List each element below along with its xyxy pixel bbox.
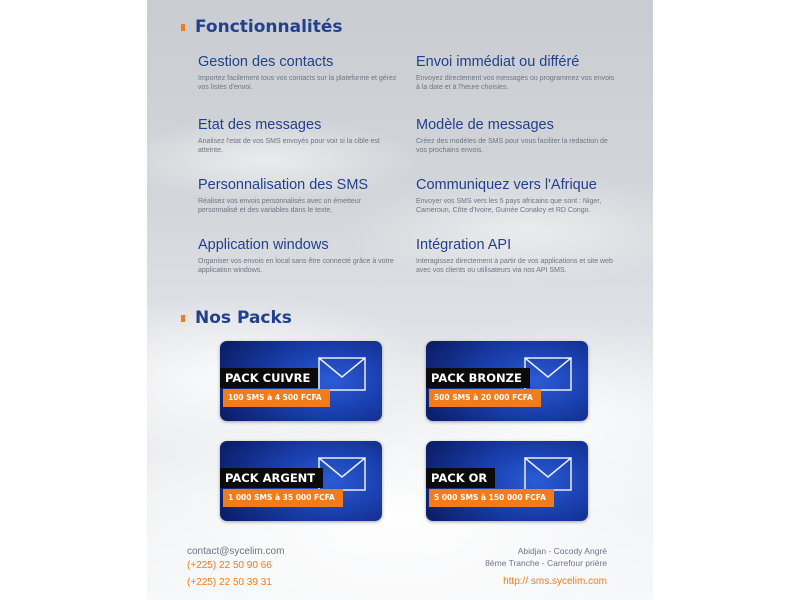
feature-description: Réalisez vos envois personnalisés avec un émetteur personnalisé et des variables dans le texte. bbox=[198, 198, 362, 214]
feature-title: Etat des messages bbox=[198, 117, 322, 133]
feature-description: Envoyez directement vos messages ou programmez vos envois à la date et à l'heure choisies. bbox=[416, 75, 615, 91]
feature-description: Interagissez directement à partir de vos applications et site web avec vos clients ou utilisateurs via nos API SMS. bbox=[416, 258, 613, 274]
pack-card-or[interactable] bbox=[426, 441, 588, 521]
feature-envoi bbox=[416, 54, 616, 92]
section-bullet-icon bbox=[181, 315, 185, 322]
envelope-icon bbox=[524, 457, 572, 491]
envelope-icon bbox=[318, 357, 366, 391]
feature-title: Intégration API bbox=[416, 237, 512, 253]
address-line-1: Abidjan - Cocody Angré bbox=[517, 546, 607, 556]
feature-title: Gestion des contacts bbox=[198, 54, 334, 70]
pack-price: 5 000 SMS à 150 000 FCFA bbox=[429, 489, 554, 507]
envelope-icon bbox=[318, 457, 366, 491]
pack-card-argent[interactable] bbox=[220, 441, 382, 521]
pack-price: 1 000 SMS à 35 000 FCFA bbox=[223, 489, 343, 507]
feature-etat bbox=[198, 117, 398, 155]
section-bullet-icon bbox=[181, 24, 185, 31]
feature-title: Communiquez vers l'Afrique bbox=[416, 177, 597, 193]
pack-card-bronze[interactable] bbox=[426, 341, 588, 421]
contact-phone-2[interactable]: (+225) 22 50 39 31 bbox=[187, 577, 272, 588]
feature-personnalisation bbox=[198, 177, 398, 215]
brochure-page bbox=[147, 0, 653, 600]
feature-description: Organiser vos envois en local sans être connecté grâce à votre application windows. bbox=[198, 258, 394, 274]
features-section-title bbox=[181, 17, 343, 37]
pack-price: 100 SMS à 4 500 FCFA bbox=[223, 389, 330, 407]
address-line-2: 8ème Tranche - Carrefour prière bbox=[485, 558, 607, 568]
feature-description: Analisez l'etat de vos SMS envoyés pour voir si la cible est atteinte. bbox=[198, 138, 380, 154]
pack-name: PACK ARGENT bbox=[220, 468, 323, 488]
feature-description: Créez des modèles de SMS pour vous faciliter la redaction de vos prochains envois. bbox=[416, 138, 608, 154]
features-heading: Fonctionnalités bbox=[195, 17, 343, 37]
pack-card-cuivre[interactable] bbox=[220, 341, 382, 421]
contact-email[interactable]: contact@sycelim.com bbox=[187, 546, 285, 557]
pack-price: 500 SMS à 20 000 FCFA bbox=[429, 389, 541, 407]
feature-title: Application windows bbox=[198, 237, 329, 253]
pack-name: PACK BRONZE bbox=[426, 368, 530, 388]
feature-windows bbox=[198, 237, 398, 275]
feature-contacts bbox=[198, 54, 398, 92]
feature-api bbox=[416, 237, 616, 275]
contact-phone-1[interactable]: (+225) 22 50 90 66 bbox=[187, 560, 272, 571]
feature-description: Importez facilement tous vos contacts sur la plateforme et gérez vos listes d'envoi. bbox=[198, 75, 397, 91]
feature-title: Envoi immédiat ou différé bbox=[416, 54, 580, 70]
feature-afrique bbox=[416, 177, 616, 215]
pack-name: PACK CUIVRE bbox=[220, 368, 318, 388]
feature-title: Personnalisation des SMS bbox=[198, 177, 369, 193]
packs-heading: Nos Packs bbox=[195, 308, 292, 328]
pack-name: PACK OR bbox=[426, 468, 495, 488]
feature-description: Envoyer vos SMS vers les 5 pays africains que sont : Niger, Cameroun, Côte d'Ivoire, Guinée Conakry et RD Congo. bbox=[416, 198, 602, 214]
envelope-icon bbox=[524, 357, 572, 391]
packs-section-title bbox=[181, 308, 292, 328]
feature-modele bbox=[416, 117, 616, 155]
website-link[interactable]: http:// sms.sycelim.com bbox=[503, 576, 607, 587]
feature-title: Modèle de messages bbox=[416, 117, 554, 133]
